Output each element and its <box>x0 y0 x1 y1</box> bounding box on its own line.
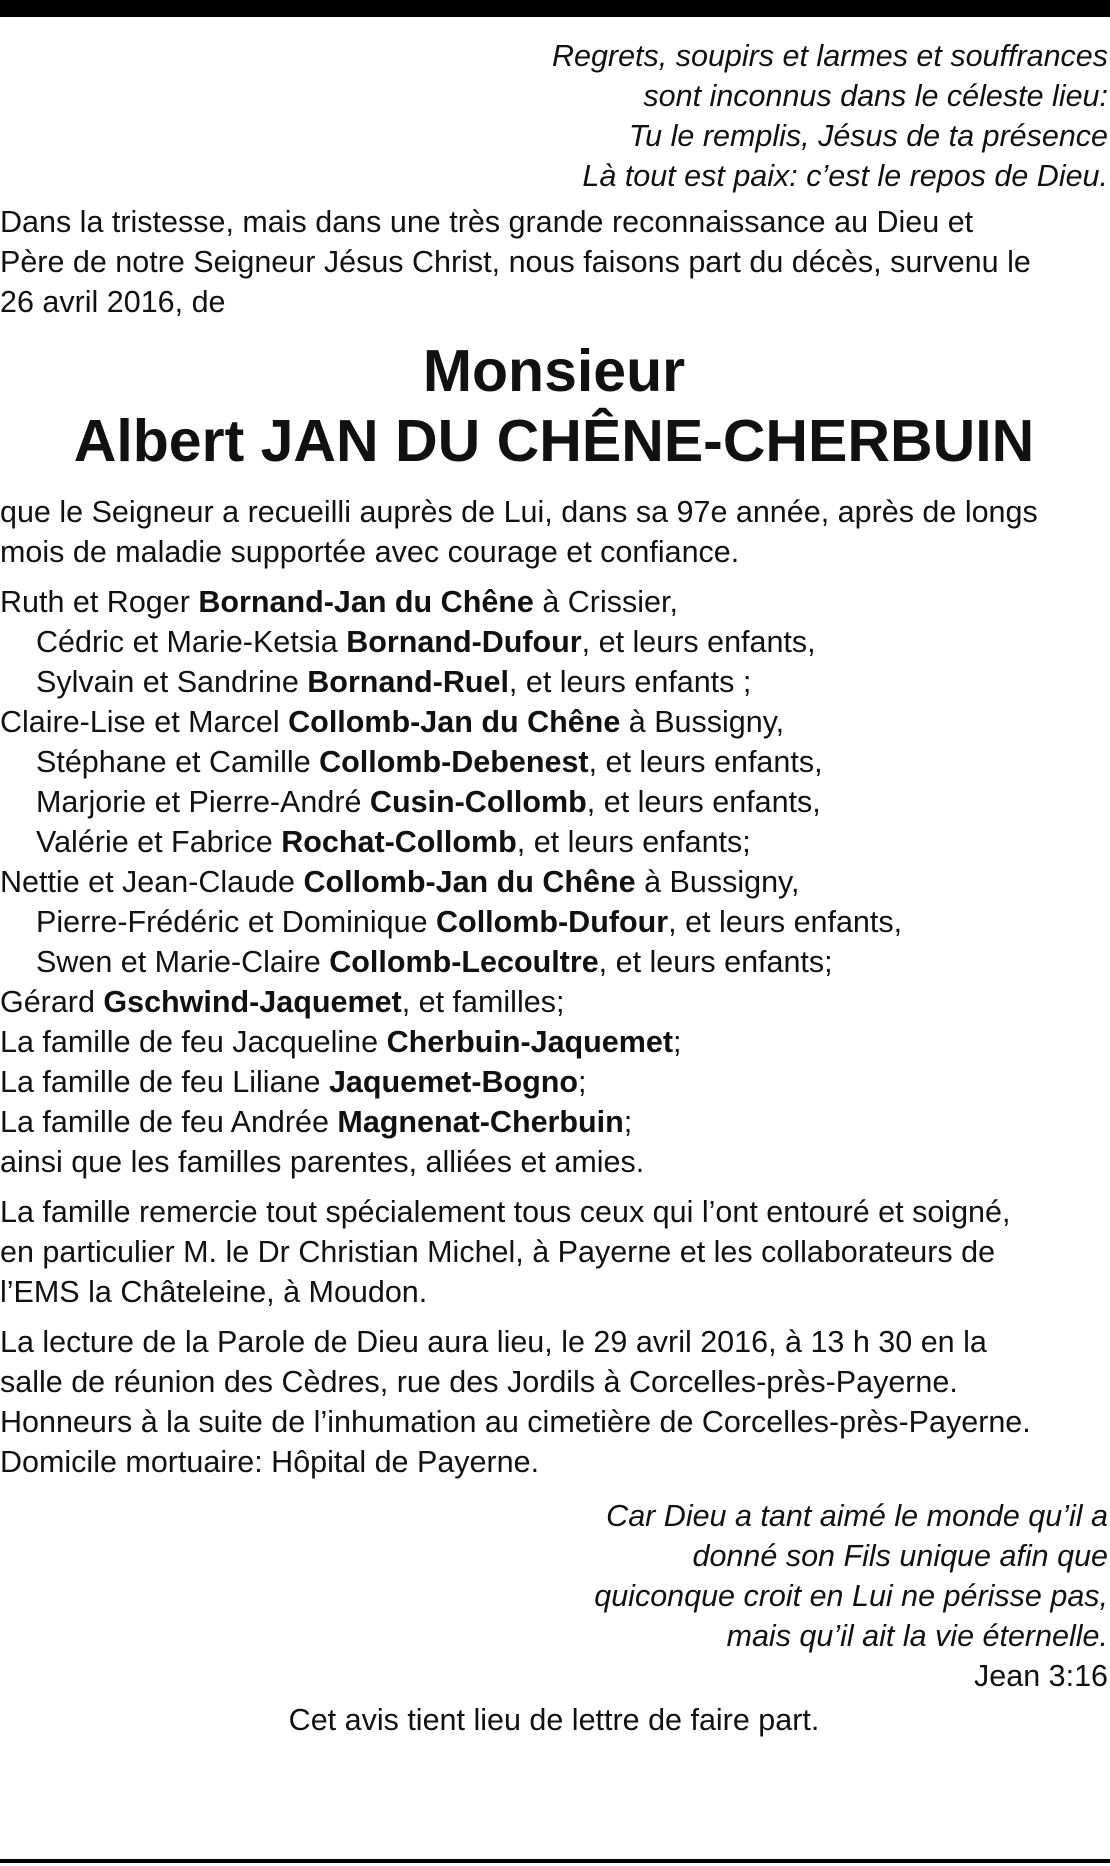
verse-line: quiconque croit en Lui ne périsse pas, <box>594 1579 1108 1613</box>
obituary-notice <box>0 36 1108 1740</box>
deceased-name-block <box>0 336 1108 476</box>
intro-paragraph <box>0 202 1108 322</box>
top-rule <box>0 0 1110 17</box>
intro-line: Père de notre Seigneur Jésus Christ, nous faisons part du décès, survenu le <box>0 245 1031 279</box>
family-line: Swen et Marie-Claire Collomb-Lecoultre, et leurs enfants; <box>36 945 833 979</box>
family-line: Stéphane et Camille Collomb-Debenest, et leurs enfants, <box>36 745 823 779</box>
thanks-line: l’EMS la Châteleine, à Moudon. <box>0 1275 428 1309</box>
ceremony-line: Domicile mortuaire: Hôpital de Payerne. <box>0 1445 540 1479</box>
poem-line: Regrets, soupirs et larmes et souffrances <box>551 39 1108 73</box>
poem-line: sont inconnus dans le céleste lieu: <box>643 79 1108 113</box>
intro-line: 26 avril 2016, de <box>0 285 226 319</box>
opening-poem <box>0 36 1108 196</box>
family-line: Valérie et Fabrice Rochat-Collomb, et leurs enfants; <box>36 825 751 859</box>
deceased-title: Monsieur <box>422 338 686 404</box>
after-name-line: que le Seigneur a recueilli auprès de Lui, dans sa 97e année, après de longs <box>0 495 1038 529</box>
family-line: La famille de feu Andrée Magnenat-Cherbuin; <box>0 1105 633 1139</box>
ceremony-line: salle de réunion des Cèdres, rue des Jordils à Corcelles-près-Payerne. <box>0 1365 958 1399</box>
family-line: Ruth et Roger Bornand-Jan du Chêne à Crissier, <box>0 585 678 619</box>
poem-line: Là tout est paix: c’est le repos de Dieu. <box>582 159 1108 193</box>
verse-line: donné son Fils unique afin que <box>692 1539 1108 1573</box>
ceremony-paragraph <box>0 1322 1108 1482</box>
family-line: Gérard Gschwind-Jaquemet, et familles; <box>0 985 565 1019</box>
closing-note: Cet avis tient lieu de lettre de faire part. <box>288 1703 820 1737</box>
bottom-rule <box>0 1859 1110 1863</box>
thanks-line: en particulier M. le Dr Christian Michel, à Payerne et les collaborateurs de <box>0 1235 996 1269</box>
family-line: La famille de feu Jacqueline Cherbuin-Jaquemet; <box>0 1025 682 1059</box>
family-list <box>0 582 1108 1182</box>
bible-verse <box>0 1496 1108 1696</box>
thanks-paragraph <box>0 1192 1108 1312</box>
family-line: Pierre-Frédéric et Dominique Collomb-Dufour, et leurs enfants, <box>36 905 903 939</box>
ceremony-line: La lecture de la Parole de Dieu aura lieu, le 29 avril 2016, à 13 h 30 en la <box>0 1325 987 1359</box>
verse-line: mais qu’il ait la vie éternelle. <box>726 1619 1108 1653</box>
deceased-name: Albert JAN DU CHÊNE-CHERBUIN <box>73 408 1035 474</box>
thanks-line: La famille remercie tout spécialement tous ceux qui l’ont entouré et soigné, <box>0 1195 1011 1229</box>
after-name-paragraph <box>0 492 1108 572</box>
after-name-line: mois de maladie supportée avec courage et confiance. <box>0 535 740 569</box>
family-line: La famille de feu Liliane Jaquemet-Bogno; <box>0 1065 587 1099</box>
intro-line: Dans la tristesse, mais dans une très grande reconnaissance au Dieu et <box>0 205 974 239</box>
verse-reference: Jean 3:16 <box>974 1659 1108 1693</box>
verse-line: Car Dieu a tant aimé le monde qu’il a <box>606 1499 1108 1533</box>
family-line: Nettie et Jean-Claude Collomb-Jan du Chêne à Bussigny, <box>0 865 800 899</box>
family-closing: ainsi que les familles parentes, alliées et amies. <box>0 1145 645 1179</box>
family-line: Marjorie et Pierre-André Cusin-Collomb, et leurs enfants, <box>36 785 821 819</box>
poem-line: Tu le remplis, Jésus de ta présence <box>628 119 1108 153</box>
ceremony-line: Honneurs à la suite de l’inhumation au cimetière de Corcelles-près-Payerne. <box>0 1405 1031 1439</box>
family-line: Cédric et Marie-Ketsia Bornand-Dufour, et leurs enfants, <box>36 625 816 659</box>
family-line: Sylvain et Sandrine Bornand-Ruel, et leurs enfants ; <box>36 665 752 699</box>
family-line: Claire-Lise et Marcel Collomb-Jan du Chêne à Bussigny, <box>0 705 785 739</box>
